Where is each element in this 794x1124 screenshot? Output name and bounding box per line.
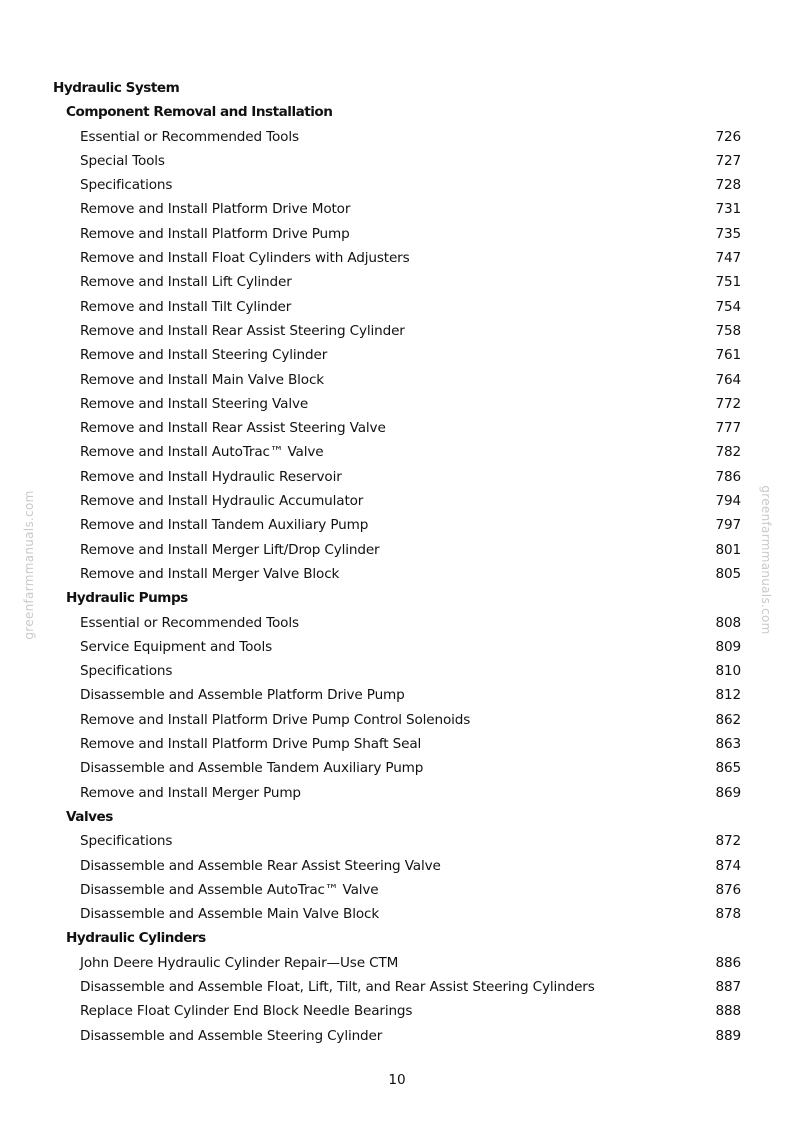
- toc-entry-label: Remove and Install Rear Assist Steering Valve: [80, 420, 386, 437]
- watermark-left: greenfarmmanuals.com: [22, 490, 36, 640]
- toc-entry[interactable]: [0, 125, 794, 149]
- toc-entry-page-number: 786: [715, 468, 741, 485]
- toc-entry-page-number: 862: [715, 711, 741, 728]
- toc-entry-label: Remove and Install Merger Pump: [80, 784, 301, 801]
- page-number: 10: [388, 1072, 406, 1088]
- toc-entry[interactable]: [0, 902, 794, 926]
- toc-entry-label: Disassemble and Assemble AutoTrac™ Valve: [80, 881, 379, 898]
- toc-entry-label: Remove and Install AutoTrac™ Valve: [80, 444, 324, 461]
- toc-entry-label: Remove and Install Merger Valve Block: [80, 565, 340, 582]
- toc-entry-label: Remove and Install Hydraulic Accumulator: [80, 493, 364, 510]
- toc-subsection-title[interactable]: Hydraulic Pumps: [66, 590, 188, 607]
- toc-entry[interactable]: [0, 416, 794, 440]
- toc-entry[interactable]: [0, 270, 794, 294]
- toc-entry-page-number: 869: [715, 784, 741, 801]
- toc-entry[interactable]: [0, 975, 794, 999]
- toc-entry-page-number: 874: [715, 857, 741, 874]
- toc-entry[interactable]: [0, 756, 794, 780]
- toc-entry[interactable]: [0, 878, 794, 902]
- toc-entry-page-number: 735: [715, 225, 741, 242]
- toc-entry-page-number: 751: [715, 274, 741, 291]
- toc-group: [0, 805, 794, 926]
- toc-entry-label: Disassemble and Assemble Tandem Auxiliary Pump: [80, 760, 424, 777]
- toc-entry-label: Essential or Recommended Tools: [80, 614, 299, 631]
- toc-entry-page-number: 794: [715, 493, 741, 510]
- toc-entry-label: Remove and Install Hydraulic Reservoir: [80, 468, 342, 485]
- toc-entry[interactable]: [0, 562, 794, 586]
- toc-entry[interactable]: [0, 197, 794, 221]
- toc-entry[interactable]: [0, 708, 794, 732]
- toc-entry-label: Essential or Recommended Tools: [80, 128, 299, 145]
- toc-group: [0, 926, 794, 1047]
- toc-entry[interactable]: [0, 683, 794, 707]
- toc-entry-label: Remove and Install Float Cylinders with Adjusters: [80, 250, 410, 267]
- toc-entry-page-number: 863: [715, 736, 741, 753]
- toc-group: [0, 100, 794, 586]
- toc-entry-page-number: 886: [715, 954, 741, 971]
- toc-entry[interactable]: [0, 1024, 794, 1048]
- toc-entry-label: Remove and Install Platform Drive Motor: [80, 201, 351, 218]
- toc-entry-label: John Deere Hydraulic Cylinder Repair—Use CTM: [80, 954, 399, 971]
- toc-entry[interactable]: [0, 951, 794, 975]
- toc-entry-page-number: 761: [715, 347, 741, 364]
- toc-entry[interactable]: [0, 392, 794, 416]
- toc-entry-page-number: 887: [715, 978, 741, 995]
- toc-entry-label: Remove and Install Platform Drive Pump Control Solenoids: [80, 711, 471, 728]
- toc-groups: [0, 100, 794, 1048]
- toc-entry[interactable]: [0, 440, 794, 464]
- toc-entry[interactable]: [0, 611, 794, 635]
- toc-entry-page-number: 728: [715, 177, 741, 194]
- toc-entry-label: Disassemble and Assemble Rear Assist Steering Valve: [80, 857, 441, 874]
- toc-entry-page-number: 865: [715, 760, 741, 777]
- toc-entry-page-number: 754: [715, 298, 741, 315]
- toc-entry[interactable]: [0, 246, 794, 270]
- toc-entry-label: Remove and Install Tilt Cylinder: [80, 298, 292, 315]
- toc-entry[interactable]: [0, 222, 794, 246]
- toc-entry-label: Remove and Install Main Valve Block: [80, 371, 324, 388]
- toc-entry-page-number: 805: [715, 565, 741, 582]
- toc-entry[interactable]: [0, 295, 794, 319]
- toc-entry[interactable]: [0, 513, 794, 537]
- toc-entry-label: Specifications: [80, 177, 173, 194]
- toc-entry-page-number: 808: [715, 614, 741, 631]
- toc-entry-page-number: 801: [715, 541, 741, 558]
- toc-entry[interactable]: [0, 319, 794, 343]
- toc-entry[interactable]: [0, 781, 794, 805]
- toc-entry[interactable]: [0, 465, 794, 489]
- toc-entry[interactable]: [0, 368, 794, 392]
- toc-entry[interactable]: [0, 173, 794, 197]
- toc-entry[interactable]: [0, 538, 794, 562]
- toc-entry-page-number: 872: [715, 833, 741, 850]
- toc-entry-label: Disassemble and Assemble Steering Cylinder: [80, 1027, 383, 1044]
- toc-section-title[interactable]: Hydraulic System: [53, 80, 180, 96]
- toc-entry-label: Remove and Install Lift Cylinder: [80, 274, 292, 291]
- toc-entry-label: Specifications: [80, 663, 173, 680]
- table-of-contents: [0, 76, 794, 1048]
- toc-entry[interactable]: [0, 635, 794, 659]
- toc-entry-page-number: 812: [715, 687, 741, 704]
- toc-entry-page-number: 764: [715, 371, 741, 388]
- toc-entry-label: Special Tools: [80, 152, 165, 169]
- toc-entry-page-number: 782: [715, 444, 741, 461]
- toc-entry-page-number: 876: [715, 881, 741, 898]
- toc-entry[interactable]: [0, 489, 794, 513]
- toc-entry-label: Remove and Install Steering Valve: [80, 395, 309, 412]
- toc-entry-page-number: 726: [715, 128, 741, 145]
- toc-entry-label: Replace Float Cylinder End Block Needle Bearings: [80, 1003, 413, 1020]
- toc-subsection-title[interactable]: Valves: [66, 808, 113, 825]
- toc-entry-label: Remove and Install Platform Drive Pump: [80, 225, 350, 242]
- toc-entry-label: Remove and Install Merger Lift/Drop Cylinder: [80, 541, 380, 558]
- toc-entry-label: Disassemble and Assemble Float, Lift, Tilt, and Rear Assist Steering Cylinders: [80, 978, 595, 995]
- toc-entry-label: Remove and Install Steering Cylinder: [80, 347, 328, 364]
- toc-entry-page-number: 747: [715, 250, 741, 267]
- toc-entry[interactable]: [0, 343, 794, 367]
- toc-group: [0, 586, 794, 805]
- toc-entry-page-number: 810: [715, 663, 741, 680]
- toc-entry-label: Specifications: [80, 833, 173, 850]
- toc-entry[interactable]: [0, 854, 794, 878]
- toc-entry[interactable]: [0, 149, 794, 173]
- toc-entry-page-number: 727: [715, 152, 741, 169]
- toc-entry-page-number: 888: [715, 1003, 741, 1020]
- toc-entry-page-number: 777: [715, 420, 741, 437]
- toc-entry[interactable]: [0, 659, 794, 683]
- toc-entry[interactable]: [0, 999, 794, 1023]
- watermark-right: greenfarmmanuals.com: [759, 485, 773, 635]
- toc-entry-label: Remove and Install Platform Drive Pump Shaft Seal: [80, 736, 422, 753]
- toc-subsection-title[interactable]: Hydraulic Cylinders: [66, 930, 206, 947]
- toc-entry-label: Disassemble and Assemble Main Valve Block: [80, 906, 380, 923]
- toc-subsection-title[interactable]: Component Removal and Installation: [66, 104, 333, 121]
- toc-entry-label: Service Equipment and Tools: [80, 638, 273, 655]
- toc-entry-page-number: 878: [715, 906, 741, 923]
- toc-entry-label: Remove and Install Tandem Auxiliary Pump: [80, 517, 369, 534]
- toc-entry-label: Remove and Install Rear Assist Steering Cylinder: [80, 322, 405, 339]
- toc-entry[interactable]: [0, 732, 794, 756]
- toc-entry-page-number: 758: [715, 322, 741, 339]
- toc-entry-label: Disassemble and Assemble Platform Drive Pump: [80, 687, 405, 704]
- toc-entry-page-number: 772: [715, 395, 741, 412]
- toc-entry-page-number: 809: [715, 638, 741, 655]
- toc-entry-page-number: 731: [715, 201, 741, 218]
- toc-entry-page-number: 797: [715, 517, 741, 534]
- toc-entry[interactable]: [0, 829, 794, 853]
- toc-entry-page-number: 889: [715, 1027, 741, 1044]
